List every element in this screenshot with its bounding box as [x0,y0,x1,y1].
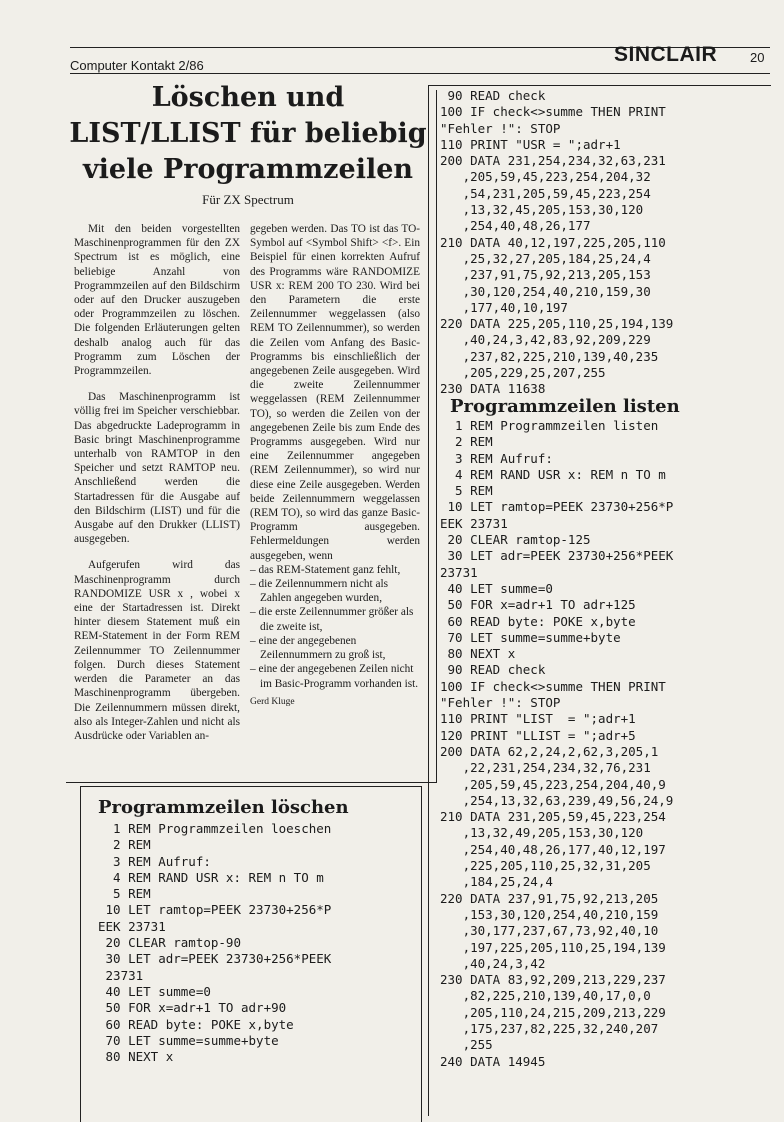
paragraph: Das Maschinenprogramm ist völlig frei im Speicher verschiebbar. Das abgedruckte Ladeprogramm in Basic bringt Maschinenprogramme unterhalb von RAMTOP in den Speicher und setzt RAMTOP neu. Anschließend werden die Startadressen für die Ausgabe auf den Bildschirm (LIST) und für die Ausgabe auf den Drukker (LLIST) ausgegeben. [74,391,240,546]
paragraph: gegeben werden. Das TO ist das TO-Symbol auf <Symbol Shift> <f>. Ein Beispiel für einen korrekten Aufruf des Programms wäre RANDOMIZE USR x: REM 200 TO 230. Wird bei den Parametern die erste Zeilennummer weggelassen (also REM TO Zeilennummer), so werden die Zeilen vom Anfang des Basic-Programms bis einschließlich der angegebenen Zeile ausgegeben. Wird die zweite Zeilennummer weggelassen (REM Zeilennummer TO), so werden die Zeilen von der angegebenen Zeile bis zum Ende des Programms ausgegeben. Wird nur eine Zeilennummer angegeben (REM Zeilennummer), so wird nur diese eine Zeile ausgegeben. Werden beide Zeilennummern weggelassen (REM TO), so wird das ganze Basic-Programm ausgegeben. Fehlermeldungen werden ausgegeben, wenn [250,223,420,562]
list-item: – eine der angegebenen Zeilen nicht im Basic-Programm vorhanden ist. [250,663,419,690]
section-brand: SINCLAIR [614,43,718,66]
delete-listing-continued-code: 90 READ check 100 IF check<>summe THEN PRINT "Fehler !": STOP 110 PRINT "USR = ";adr+1 200 DATA 231,254,234,32,63,231 ,205,59,45,223,254,204,32 ,54,231,205,59,45,223,254 ,13,32,45,205,153,30,120 ,254,40,48,26,177 210 DATA 40,12,197,225,205,110 ,25,32,27,205,184,25,24,4 ,237,91,75,92,213,205,153 ,30,120,254,40,210,159,30 ,177,40,10,197 220 DATA 225,205,110,25,194,139 ,40,24,3,42,83,92,209,229 ,237,82,225,210,139,40,235 ,205,229,25,207,255 230 DATA 11638 [440,88,674,397]
list-item: – die erste Zeilennummer größer als die zweite ist, [250,606,414,633]
paragraph: Mit den beiden vorgestellten Maschinenprogrammen für den ZX Spectrum ist es möglich, eine beliebige Anzahl von Programmzeilen auf den Bildschirm oder auf den Drucker auszugeben oder Programmzeilen zu löschen. Die folgenden Erläuterungen gelten deshalb analog auch für das Programm zum Löschen der Programmzeilen. [74,223,240,378]
article-title [66,80,430,188]
delete-listing-code: 1 REM Programmzeilen loeschen 2 REM 3 REM Aufruf: 4 REM RAND USR x: REM n TO m 5 REM 10 LET ramtop=PEEK 23730+256*P EEK 23731 20 CLEAR ramtop-90 30 LET adr=PEEK 23730+256*PEEK 23731 40 LET summe=0 50 FOR x=adr+1 TO adr+90 60 READ byte: POKE x,byte 70 LET summe=summe+byte 80 NEXT x [98,821,332,1065]
article-subtitle: Für ZX Spectrum [202,192,294,207]
list-listing-code: 1 REM Programmzeilen listen 2 REM 3 REM Aufruf: 4 REM RAND USR x: REM n TO m 5 REM 10 LET ramtop=PEEK 23730+256*P EEK 23731 20 CLEAR ramtop-125 30 LET adr=PEEK 23730+256*PEEK 23731 40 LET summe=0 50 FOR x=adr+1 TO adr+125 60 READ byte: POKE x,byte 70 LET summe=summe+byte 80 NEXT x 90 READ check 100 IF check<>summe THEN PRINT "Fehler !": STOP 110 PRINT "LIST = ";adr+1 120 PRINT "LLIST = ";adr+5 200 DATA 62,2,24,2,62,3,205,1 ,22,231,254,234,32,76,231 ,205,59,45,223,254,204,40,9 ,254,13,32,63,239,49,56,24,9 210 DATA 231,205,59,45,223,254 ,13,32,49,205,153,30,120 ,254,40,48,26,177,40,12,197 ,225,205,110,25,32,31,205 ,184,25,24,4 220 DATA 237,91,75,92,213,205 ,153,30,120,254,40,210,159 ,30,177,237,67,73,92,40,10 ,197,225,205,110,25,194,139 ,40,24,3,42 230 DATA 83,92,209,213,229,237 ,82,225,210,139,40,17,0,0 ,205,110,24,215,209,213,229 ,175,237,82,225,32,240,207 ,255 240 DATA 14945 [440,418,674,1069]
delete-listing-heading: Programmzeilen löschen [98,797,349,818]
error-list [250,563,420,691]
magazine-issue: Computer Kontakt 2/86 [70,58,204,73]
list-listing-heading: Programmzeilen listen [450,396,680,417]
list-item: – die Zeilennummern nicht als Zahlen angegeben wurden, [250,578,389,605]
author-name: Gerd Kluge [250,696,295,707]
title-line-1: Löschen und [151,82,345,113]
title-line-2: LIST/LLIST für beliebig [69,118,427,149]
list-item: – eine der angegebenen Zeilennummern zu groß ist, [250,634,386,662]
title-line-3: viele Programmzeilen [82,154,414,185]
paragraph: Aufgerufen wird das Maschinenprogramm durch RANDOMIZE USR x , wobei x eine der Startadressen ist. Direkt hinter diesem Statement muß ein REM-Statement in der Form REM Zeilennummer TO Zeilennummer folgen. Durch dieses Statement werden die Parameter an das Maschinenprogramm übergeben. Die Zeilennummern müssen direkt, also als Integer-Zahlen und nicht als Ausdrücke oder Variablen an- [74,559,240,742]
list-item: – das REM-Statement ganz fehlt, [250,563,401,576]
article-column-left [74,222,240,755]
page-number: 20 [750,50,765,65]
article-column-right [250,222,420,709]
header-bottom-rule [70,73,770,74]
